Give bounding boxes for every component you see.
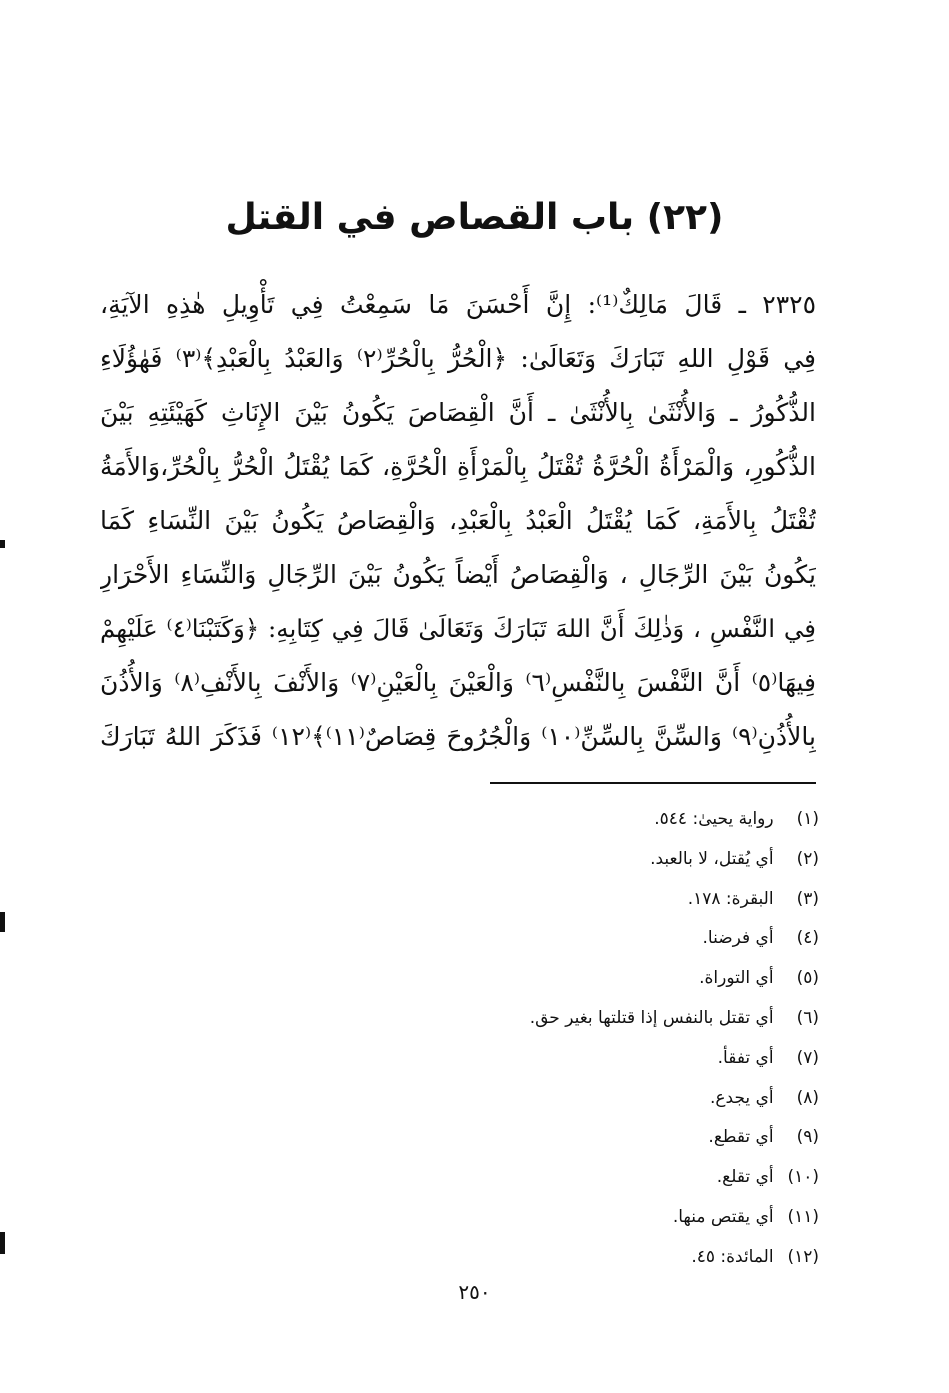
footnote-number: (١١) <box>787 1206 819 1227</box>
footnote-text: أي يقتص منها. <box>672 1206 774 1227</box>
footnote-text: أي تقلع. <box>716 1167 774 1188</box>
footnote-text: أي تقتل بالنفس إذا قتلتها بغير حق. <box>529 1007 774 1028</box>
footnote <box>339 919 819 959</box>
main-text-line: فِيهَا⁽٥⁾ أَنَّ النَّفْسَ بِالنَّفْسِ⁽٦⁾ وَالْعَيْنَ بِالْعَيْنِ⁽٧⁾ وَالأَنْفَ بِالأَنْفِ⁽٨⁾ وَالأُذُنَ <box>100 668 816 697</box>
footnote-text: البقرة: ١٧٨. <box>687 888 774 909</box>
main-text-line: الذُّكُورِ، وَالْمَرْأَةُ الْحُرَّةُ تُقْتَلُ بِالْمَرْأَةِ الْحُرَّةِ، كَمَا يُقْتَلُ الْحُرُّ بِالْحُرِّ،وَالأَمَةُ <box>100 452 816 481</box>
main-text-line: بِالأُذُنِ⁽٩⁾ وَالسِّنَّ بِالسِّنِّ⁽١٠⁾ وَالْجُرُوحَ قِصَاصٌ⁽١١⁾﴾⁽١٢⁾ فَذَكَرَ اللهُ تَبَارَكَ <box>100 722 816 751</box>
footnote <box>339 1079 819 1119</box>
footnote-text: أي تفقأ. <box>717 1047 774 1068</box>
footnote-number: (٧) <box>796 1047 819 1068</box>
main-text-line: الذُّكُورُ ـ وَالأُنْثَىٰ بِالأُنْثَىٰ ـ أَنَّ الْقِصَاصَ يَكُونُ بَيْنَ الإِنَاثِ كَهَيْئَتِهِ بَيْنَ <box>100 398 816 427</box>
main-text-line: ٢٣٢٥ ـ قَالَ مَالِكٌ⁽¹⁾: إِنَّ أَحْسَنَ مَا سَمِعْتُ فِي تَأْوِيلِ هٰذِهِ الآيَةِ، <box>100 290 816 319</box>
footnote-number: (١٢) <box>787 1246 819 1267</box>
footnote <box>339 800 819 840</box>
footnotes-list <box>339 800 819 1278</box>
footnote-text: أي يُقتل، لا بالعبد. <box>650 848 774 869</box>
footnote-number: (١٠) <box>787 1167 819 1188</box>
footnote-number: (٣) <box>796 888 819 909</box>
chapter-title: (٢٢) باب القصاص في القتل <box>225 197 724 238</box>
main-text-line: فِي قَوْلِ اللهِ تَبَارَكَ وَتَعَالَىٰ: ﴿الْحُرُّ بِالْحُرِّ⁽٢⁾ وَالعَبْدُ بِالْعَبْدِ﴾⁽٣⁾ فَهٰؤُلَاءِ <box>100 344 816 373</box>
footnote <box>339 1158 819 1198</box>
main-text-line: تُقْتَلُ بِالأَمَةِ، كَمَا يُقْتَلُ الْعَبْدُ بِالْعَبْدِ، وَالْقِصَاصُ يَكُونُ بَيْنَ النِّسَاءِ كَمَا <box>100 506 816 535</box>
page-number: ٢٥٠ <box>458 1280 491 1304</box>
footnote-number: (٤) <box>796 928 819 949</box>
footnote-number: (٦) <box>796 1007 819 1028</box>
scan-edge-mark <box>0 540 5 548</box>
footnote-number: (٥) <box>796 968 819 989</box>
footnote-text: أي يجدع. <box>709 1087 774 1108</box>
main-text <box>100 278 816 764</box>
footnote-number: (٨) <box>796 1087 819 1108</box>
footnote-text: أي التوراة. <box>699 968 774 989</box>
footnote-text: أي فرضنا. <box>702 928 774 949</box>
footnote-text: المائدة: ٤٥. <box>691 1246 774 1267</box>
footnote-number: (٩) <box>796 1127 819 1148</box>
footnote <box>339 1198 819 1238</box>
scan-edge-mark <box>0 1232 5 1254</box>
main-text-line: يَكُونُ بَيْنَ الرِّجَالِ ، وَالْقِصَاصُ أَيْضاً يَكُونُ بَيْنَ الرِّجَالِ وَالنِّسَاءِ الأَحْرَارِ <box>100 560 816 589</box>
footnote-text: أي تقطع. <box>708 1127 774 1148</box>
footnote <box>339 1118 819 1158</box>
footnote-text: رواية يحيىٰ: ٥٤٤. <box>654 809 774 829</box>
footnote <box>339 959 819 999</box>
footnote-divider <box>490 782 816 784</box>
footnote <box>339 880 819 920</box>
footnote <box>339 999 819 1039</box>
footnote <box>339 840 819 880</box>
scan-edge-mark <box>0 912 5 932</box>
footnote-number: (١) <box>796 809 819 829</box>
footnote <box>339 1039 819 1079</box>
main-text-line: فِي النَّفْسِ ، وَذٰلِكَ أَنَّ اللهَ تَبَارَكَ وَتَعَالَىٰ قَالَ فِي كِتَابِهِ: ﴿وَكَتَبْنَا⁽٤⁾ عَلَيْهِمْ <box>100 614 816 643</box>
footnote-number: (٢) <box>796 848 819 869</box>
